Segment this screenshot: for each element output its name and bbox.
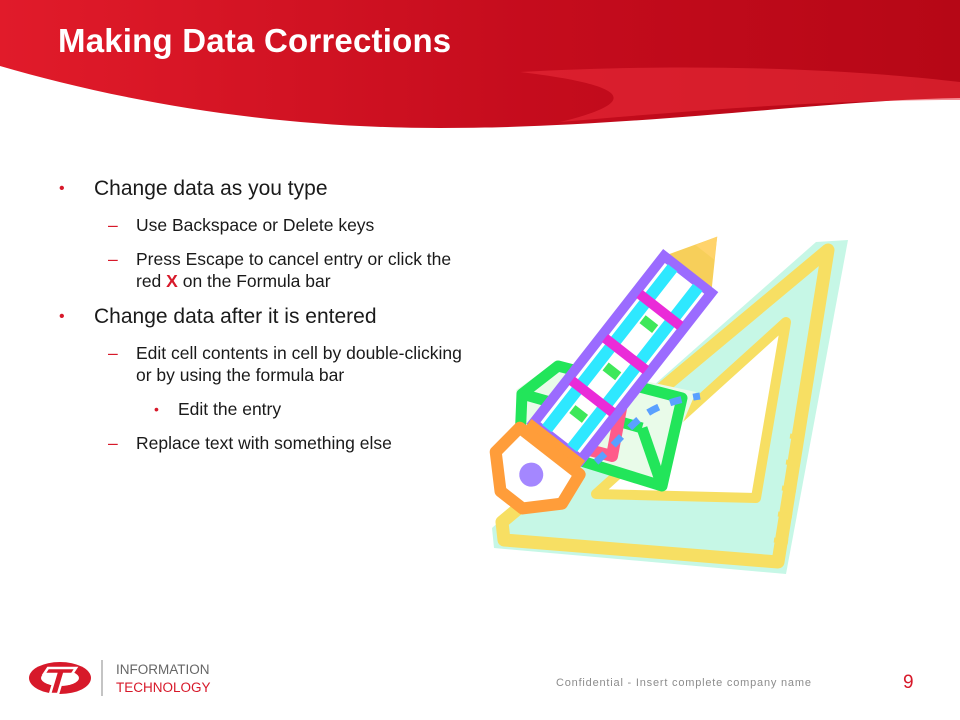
sub-sub-bullet-text: Edit the entry <box>178 399 282 419</box>
bullet-change-as-you-type <box>58 176 468 202</box>
red-x-label: X <box>166 271 178 291</box>
bullet-list <box>58 176 468 466</box>
it-logo-icon <box>26 656 236 700</box>
dash-marker: – <box>108 215 118 235</box>
bullet-marker: • <box>59 308 65 325</box>
page-number: 9 <box>903 672 914 693</box>
logo-line1: INFORMATION <box>116 662 210 677</box>
sub-bullet-replace-text <box>58 432 468 454</box>
dash-marker: – <box>108 249 118 269</box>
footer-confidential-text: Confidential - Insert complete company name <box>556 677 812 689</box>
bullet-text: Change data after it is entered <box>94 305 377 328</box>
bullet-change-after-entered <box>58 304 468 330</box>
sub-bullet-escape <box>58 248 468 292</box>
dash-marker: – <box>108 433 118 453</box>
sub-bullet-text-end: on the Formula bar <box>177 271 331 291</box>
sub-sub-bullet-edit-entry <box>58 398 468 420</box>
sub-bullet-backspace-delete <box>58 214 468 236</box>
bullet-marker: • <box>59 180 65 197</box>
bullet-text: Change data as you type <box>94 177 328 200</box>
logo-line2: TECHNOLOGY <box>116 680 211 695</box>
slide-title: Making Data Corrections <box>58 22 452 59</box>
sub-bullet-text: Edit cell contents in cell by double-clicking or by using the formula bar <box>136 343 462 385</box>
sub-bullet-text: Replace text with something else <box>136 433 392 453</box>
sub-bullet-text: Use Backspace or Delete keys <box>136 215 375 235</box>
sub-bullet-edit-cell <box>58 342 468 386</box>
bullet-marker: • <box>154 401 159 417</box>
header-band <box>0 0 960 140</box>
sub-bullet-text: Press Escape to cancel entry or click the red <box>136 249 452 291</box>
pencil-eraser-ruler-clipart <box>486 236 906 576</box>
dash-marker: – <box>108 343 118 363</box>
